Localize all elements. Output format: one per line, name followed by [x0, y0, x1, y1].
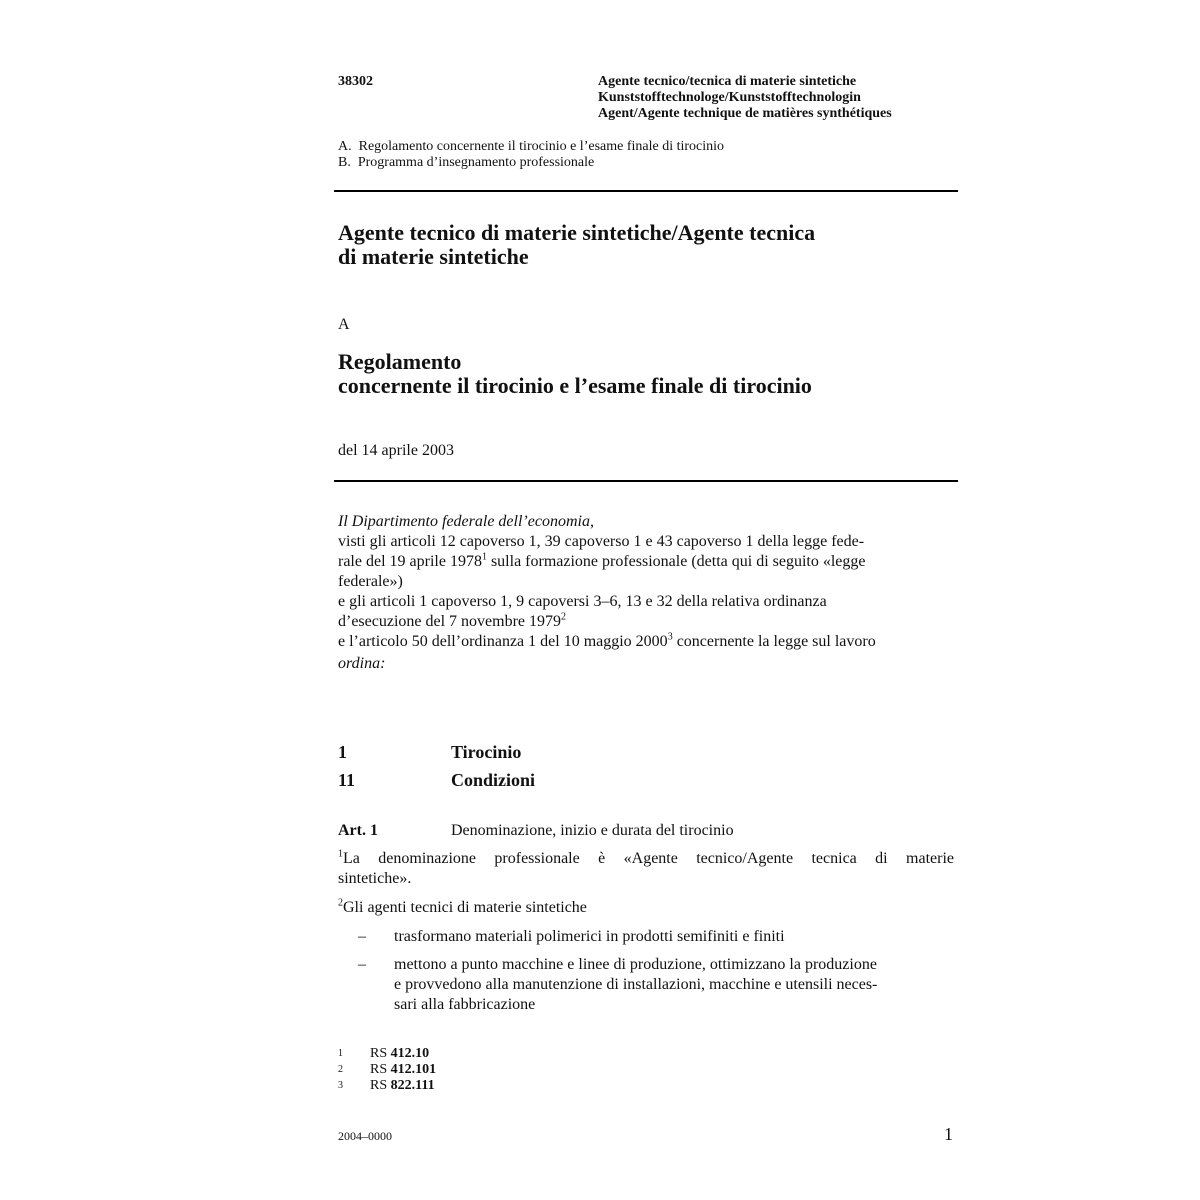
section-number: 11 — [338, 770, 356, 790]
preamble-line: e gli articoli 1 capoverso 1, 9 capoversi 3–6, 13 e 32 della relativa ordinanza — [338, 593, 827, 610]
header-titles — [598, 74, 892, 122]
article-label: Art. 1 — [338, 822, 378, 839]
header-title-it: Agente tecnico/tecnica di materie sintetiche — [598, 74, 857, 89]
footnote-number: 3 — [338, 1080, 343, 1091]
preamble-line — [338, 552, 954, 572]
footnote-ref-2: 2 — [561, 611, 567, 623]
paragraph-number: 2 — [338, 897, 343, 909]
paragraph-text: Gli agenti tecnici di materie sintetiche — [343, 899, 587, 916]
paragraph-number: 1 — [338, 848, 343, 860]
footnote-ref: 412.101 — [390, 1062, 437, 1077]
toc-item-a: A. Regolamento concernente il tirocinio e l’esame finale di tirocinio — [338, 139, 725, 154]
section-number: 1 — [338, 742, 347, 762]
footnotes — [338, 1046, 436, 1094]
top-rule — [334, 190, 958, 192]
paragraph-text: La denominazione professionale è «Agente tecnico/Agente tecnica di materie — [343, 850, 954, 867]
footnote-ref: 822.111 — [390, 1078, 435, 1093]
page-number: 1 — [944, 1124, 953, 1144]
footnote — [338, 1062, 436, 1078]
article-title: Denominazione, inizio e durata del tirocinio — [451, 822, 734, 839]
regulation-title-line-1: Regolamento — [338, 349, 462, 374]
header-title-de: Kunststofftechnologe/Kunststofftechnologin — [598, 90, 861, 105]
main-title — [338, 221, 815, 269]
regulation-title — [338, 350, 812, 398]
footnote-ref-3: 3 — [667, 631, 673, 643]
preamble-text: concernente la legge sul lavoro — [672, 633, 876, 650]
preamble-authority: Il Dipartimento federale dell’economia, — [338, 513, 594, 530]
footnote-number: 1 — [338, 1048, 343, 1059]
bullet-text: trasformano materiali polimerici in prodotti semifiniti e finiti — [394, 928, 785, 945]
section-title: Tirocinio — [451, 742, 522, 762]
preamble-ordina: ordina: — [338, 655, 386, 672]
bullet-line: mettono a punto macchine e linee di produzione, ottimizzano la produzione — [394, 956, 877, 973]
footnote-prefix: RS — [370, 1046, 388, 1061]
middle-rule — [334, 480, 958, 482]
main-title-line-1: Agente tecnico di materie sintetiche/Agente tecnica — [338, 220, 816, 245]
regulation-date: del 14 aprile 2003 — [338, 442, 454, 459]
footnote — [338, 1078, 436, 1094]
footnote-ref: 412.10 — [390, 1046, 430, 1061]
toc-item-b: B. Programma d’insegnamento professionale — [338, 155, 595, 170]
bullet-line: e provvedono alla manutenzione di installazioni, macchine e utensili neces- — [394, 976, 878, 993]
bullet-dash: – — [358, 956, 366, 973]
section-title: Condizioni — [451, 770, 536, 790]
bullet-dash: – — [358, 928, 366, 945]
main-title-line-2: di materie sintetiche — [338, 244, 529, 269]
part-letter: A — [338, 316, 350, 333]
footnote-prefix: RS — [370, 1062, 388, 1077]
article-paragraph-2 — [338, 898, 587, 918]
bullet-line: sari alla fabbricazione — [394, 996, 536, 1013]
footnote-prefix: RS — [370, 1078, 388, 1093]
article-paragraph-1 — [338, 849, 954, 889]
bullet-text — [394, 955, 954, 1015]
footnote — [338, 1046, 436, 1062]
preamble-line: visti gli articoli 12 capoverso 1, 39 capoverso 1 e 43 capoverso 1 della legge fede- — [338, 533, 865, 550]
document-code: 38302 — [338, 74, 373, 89]
preamble-line — [338, 632, 954, 652]
paragraph-line — [338, 849, 954, 869]
footnote-number: 2 — [338, 1064, 343, 1075]
preamble-line: federale») — [338, 573, 403, 590]
preamble-line — [338, 612, 954, 632]
preamble-text: e l’articolo 50 dell’ordinanza 1 del 10 maggio 2000 — [338, 633, 668, 650]
table-of-contents — [338, 139, 724, 171]
paragraph-line: sintetiche». — [338, 870, 412, 887]
preamble-text: sulla formazione professionale (detta qui di seguito «legge — [486, 553, 866, 570]
footnote-ref-1: 1 — [481, 551, 487, 563]
preamble-text: d’esecuzione del 7 novembre 1979 — [338, 613, 562, 630]
header-title-fr: Agent/Agente technique de matières synthétiques — [598, 106, 892, 121]
regulation-title-line-2: concernente il tirocinio e l’esame finale di tirocinio — [338, 373, 812, 398]
preamble — [338, 512, 954, 674]
footer-code: 2004–0000 — [338, 1129, 392, 1143]
preamble-text: rale del 19 aprile 1978 — [338, 553, 482, 570]
